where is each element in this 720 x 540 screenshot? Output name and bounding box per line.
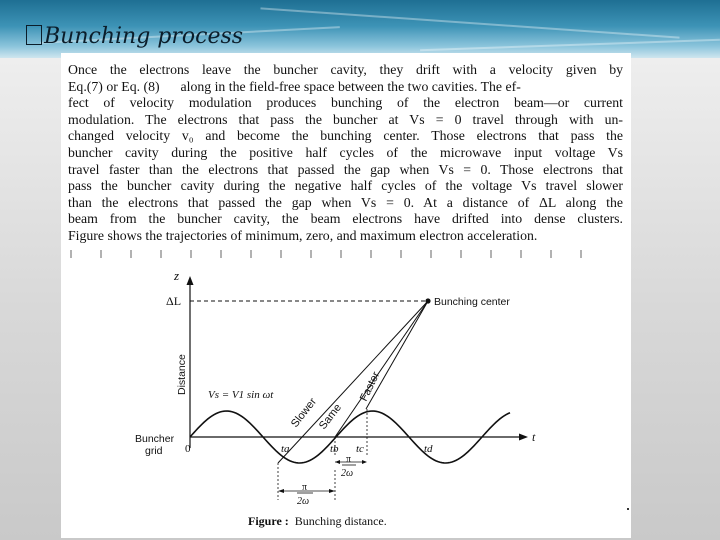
text-line: Once the electrons leave the buncher cavity, they drift with a velocity given by	[68, 62, 623, 77]
stray-dot	[627, 508, 629, 510]
trajectory-same	[335, 301, 428, 437]
text-line: fect of velocity modulation produces bunching of the electron beam—or current	[68, 95, 623, 111]
faster-label: Faster	[357, 370, 383, 404]
delta-l-label: ΔL	[166, 294, 182, 308]
origin-label: 0	[185, 443, 191, 455]
tb-label: tb	[330, 443, 339, 455]
two-omega-label-lower: 2ω	[297, 496, 310, 507]
pi-label: π	[346, 454, 352, 465]
dimension-arrow	[278, 489, 284, 493]
dimension-arrow	[362, 460, 367, 464]
trajectory-faster	[366, 301, 428, 409]
sine-equation-label: Vs = V1 sin ωt	[208, 389, 274, 401]
text-line: travel faster than the electrons that passed the gap when Vs = 0. Those electrons that	[68, 161, 623, 177]
text-fragment: or	[106, 78, 118, 94]
text-line: buncher cavity during the positive half cycles of the microwave input voltage Vs	[68, 144, 623, 160]
trajectory-slower	[278, 301, 428, 463]
buncher-label: Buncher	[135, 433, 175, 445]
dimension-arrow	[335, 460, 340, 464]
two-omega-label: 2ω	[341, 468, 354, 479]
text-line: beam from the buncher cavity, the beam electrons have drifted into dense clusters.	[68, 211, 623, 227]
td-label: td	[424, 443, 433, 455]
text-line: than the electrons that passed the gap when Vs = 0. At a distance of ΔL along the	[68, 194, 623, 210]
pi-label-lower: π	[302, 482, 308, 493]
ta-label: ta	[281, 443, 290, 455]
slide-title: Bunching process	[26, 24, 243, 49]
distance-label: Distance	[176, 354, 188, 395]
grid-label: grid	[145, 445, 163, 457]
text-line: Figure shows the trajectories of minimum, zero, and maximum electron acceleration.	[68, 227, 538, 243]
text-line: modulation. The electrons that pass the buncher at Vs = 0 travel through with un-	[68, 111, 623, 127]
bunching-center-label: Bunching center	[434, 296, 510, 308]
z-axis-label: z	[174, 268, 180, 283]
text-line: pass the buncher cavity during the negative half cycles of the voltage Vs travel slower	[68, 178, 623, 194]
text-line: changed velocity v₀ and become the bunching center. Those electrons that pass the	[68, 128, 623, 144]
z-axis-arrow	[187, 276, 194, 285]
tc-label: tc	[356, 443, 364, 455]
t-axis-label: t	[532, 430, 536, 444]
figure-caption	[248, 514, 387, 529]
caption-label: Figure :	[248, 514, 289, 528]
equation-ref: Eq. (8)	[121, 78, 160, 94]
caption-text: Bunching distance.	[294, 514, 387, 528]
text-fragment: along in the field-free space between the two cavities. The ef-	[180, 78, 521, 94]
same-label: Same	[316, 401, 345, 432]
equation-ref: Eq.(7)	[68, 78, 103, 94]
t-axis-arrow	[519, 434, 528, 441]
slower-label: Slower	[288, 395, 320, 430]
dimension-arrow	[329, 489, 335, 493]
